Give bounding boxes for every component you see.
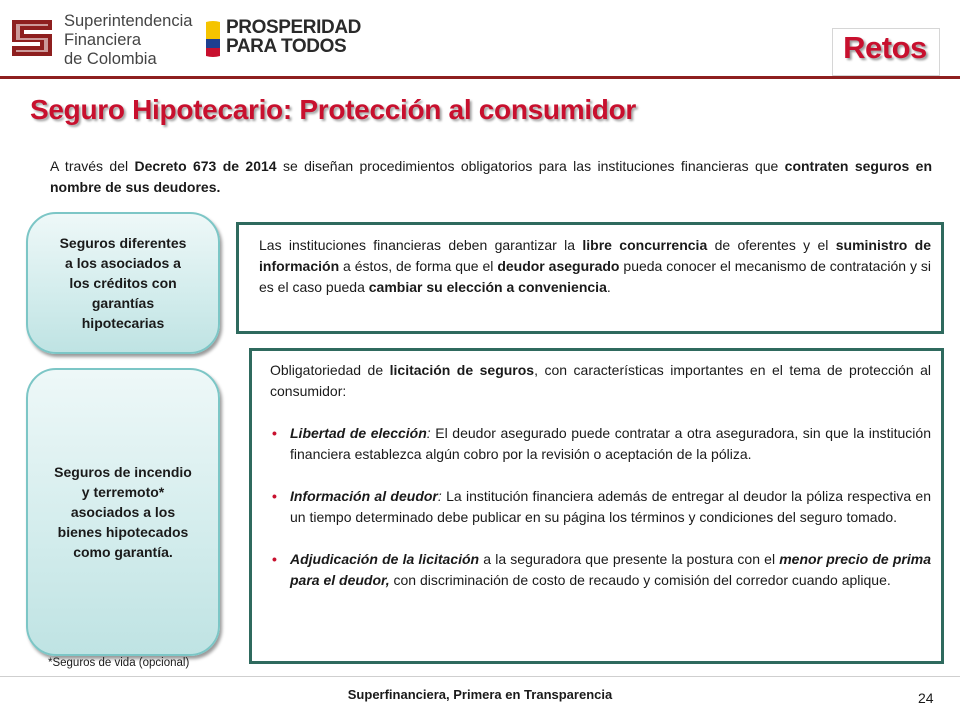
feature-text: con discriminación de costo de recaudo y comisión del corredor cuando aplique. [389,572,891,588]
tender-panel [249,348,944,664]
logo-line: Superintendencia [64,12,193,30]
header-divider [0,76,960,79]
feature-term: menor precio de prima para el deudor, [290,551,932,588]
prosperidad-wordmark [226,18,361,56]
feature-text: a la seguradora que presente la postura con el [479,551,780,567]
logo-line: Financiera [64,31,142,49]
panel-emphasis: licitación de seguros [389,362,535,378]
page-title: Seguro Hipotecario: Protección al consumidor [30,94,637,125]
panel-emphasis: deudor asegurado [497,258,620,274]
insurance-type-bubble [26,212,220,354]
panel-emphasis: suministro de información [259,237,931,274]
panel-lead [270,360,931,402]
features-list [270,423,931,591]
logo-line: PROSPERIDAD [226,17,361,38]
panel-text: , con características importantes en el tema de protección al consumidor: [270,362,932,399]
panel-text: Las instituciones financieras deben garantizar la [259,237,583,253]
colombia-flag-icon [204,20,222,58]
bullet-icon: • [272,488,277,504]
list-item [270,549,931,591]
footer-slogan: Superfinanciera, Primera en Transparencia [347,687,613,702]
feature-text: La institución financiera además de entregar al deudor la póliza respectiva en un tiempo determinado debe publicar en su página los términos y condiciones del seguro tomado. [290,488,931,525]
prosperidad-logo [204,17,361,62]
bullet-icon: • [272,425,277,441]
bullet-icon: • [272,551,277,567]
panel-emphasis: libre concurrencia [582,237,708,253]
bubble-label: Seguros de incendio y terremoto* asociados a los bienes hipotecados como garantía. [54,464,192,560]
panel-text: . [606,279,611,295]
section-title: Retos [843,30,927,65]
footer-divider [0,676,960,677]
intro-emphasis: contraten seguros en nombre de sus deudores. [50,158,932,195]
logo-line: de Colombia [64,50,157,68]
feature-term: Libertad de elección [290,425,427,441]
panel-text: de oferentes y el [707,237,836,253]
intro-text: A través del [50,158,135,174]
feature-term: Adjudicación de la licitación [290,551,480,567]
list-item [270,486,931,528]
intro-decree: Decreto 673 de 2014 [134,158,277,174]
superfinanciera-mark-icon [8,14,56,62]
panel-text: pueda conocer el mecanismo de contratación y si es el caso pueda [259,258,931,295]
superfinanciera-name [64,12,192,69]
superfinanciera-logo [8,12,193,70]
concurrency-panel [236,222,944,334]
panel-paragraph [259,235,931,298]
intro-text: se diseñan procedimientos obligatorios para las instituciones financieras que [276,158,785,174]
intro-paragraph [50,156,932,198]
list-item [270,423,931,465]
feature-separator: : [437,488,442,504]
panel-text: a éstos, de forma que el [339,258,498,274]
feature-text: El deudor asegurado puede contratar a otra aseguradora, sin que la institución financiera establezca algún cobro por la revisión o aceptación de la póliza. [290,425,931,462]
bubble-label: Seguros diferentes a los asociados a los créditos con garantías hipotecarias [59,235,187,331]
panel-text: Obligatoriedad de [270,362,390,378]
feature-term: Información al deudor [290,488,438,504]
logo-line: PARA TODOS [226,36,347,57]
panel-emphasis: cambiar su elección a conveniencia [368,279,607,295]
insurance-type-bubble [26,368,220,656]
page-number: 24 [918,690,934,706]
footnote: *Seguros de vida (opcional) [48,657,190,669]
feature-separator: : [426,425,431,441]
